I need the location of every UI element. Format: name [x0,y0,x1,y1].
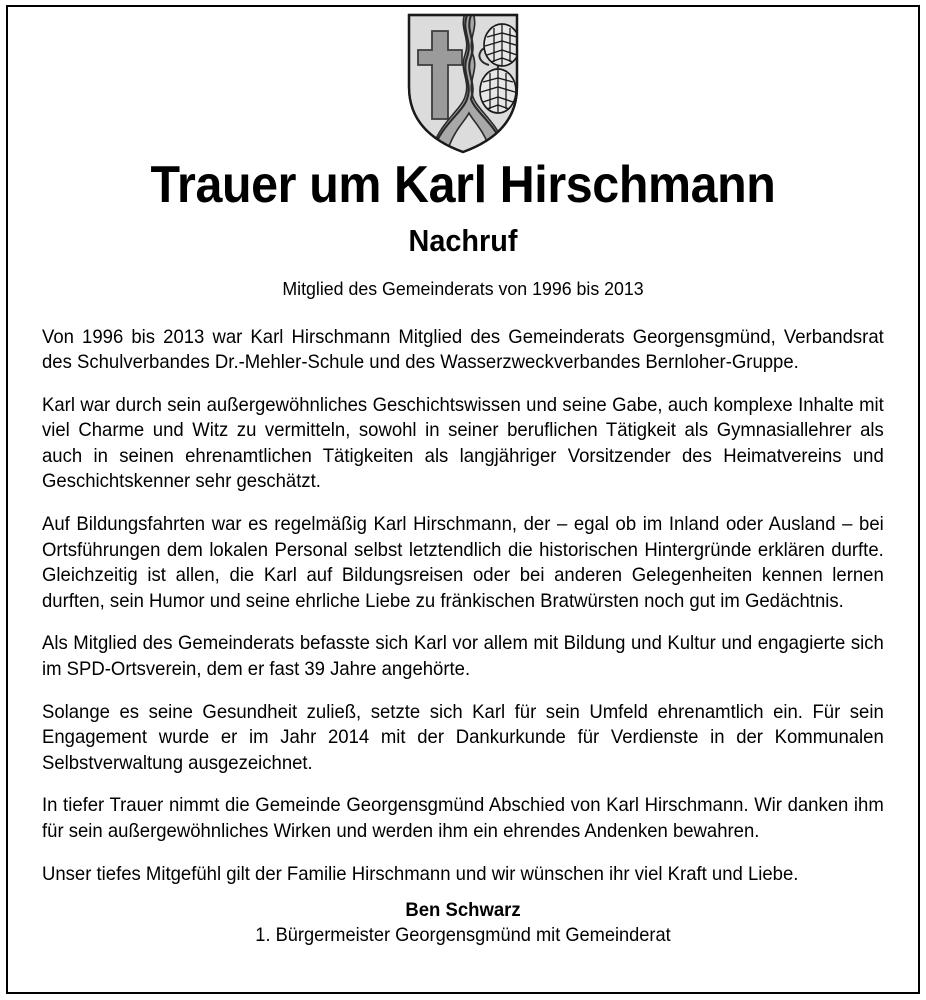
body-paragraph: Solange es seine Gesundheit zuließ, setzte sich Karl für sein Umfeld ehrenamtlich ein. Für sein Engagement wurde er im Jahr 2014 mit der Dankurkunde für Verdienste in der Kommunalen Selbstverwaltung ausgezeichnet. [42,701,884,774]
body-paragraph: Unser tiefes Mitgefühl gilt der Familie Hirschmann und wir wünschen ihr viel Kraft und Liebe. [42,863,799,885]
signer-role: 1. Bürgermeister Georgensgmünd mit Gemeinderat [255,924,671,946]
coat-of-arms-icon [403,9,523,157]
page-kicker: Mitglied des Gemeinderats von 1996 bis 2013 [282,278,644,299]
body-paragraph: Von 1996 bis 2013 war Karl Hirschmann Mitglied des Gemeinderats Georgensgmünd, Verbandsrat des Schulverbandes Dr.-Mehler-Schule und des Wasserzweckverbandes Bernloher-Gruppe. [42,326,884,374]
signer-name: Ben Schwarz [405,899,521,922]
page-title: Trauer um Karl Hirschmann [150,156,776,214]
notice-border-frame [6,5,920,994]
body-paragraph: Auf Bildungsfahrten war es regelmäßig Karl Hirschmann, der – egal ob im Inland oder Ausland – bei Ortsführungen dem lokalen Personal selbst letztendlich die historischen Hintergründe erklären durfte. Gleichzeitig ist allen, die Karl auf Bildungsreisen oder bei anderen Gelegenheiten kennen lernen durften, sein Humor und seine ehrliche Liebe zu fränkischen Bratwürsten noch gut im Gedächtnis. [42,514,884,612]
hop-cone-lower [480,69,516,113]
body-paragraph: In tiefer Trauer nimmt die Gemeinde Georgensgmünd Abschied von Karl Hirschmann. Wir danken ihm für sein außergewöhnliches Wirken und werden ihm ein ehrendes Andenken bewahren. [42,795,884,842]
signature-block [42,887,884,946]
body-paragraph: Karl war durch sein außergewöhnliches Geschichtswissen und seine Gabe, auch komplexe Inhalte mit viel Charme und Witz zu vermitteln, sowohl in seiner beruflichen Tätigkeit als Gymnasiallehrer als auch in seinen ehrenamtlichen Tätigkeiten als langjähriger Vorsitzender des Heimatvereins und Geschichtskenner sehr geschätzt. [42,394,884,493]
body-copy [8,299,918,947]
hop-cone-upper [484,24,520,66]
crest-container [8,7,918,159]
body-paragraph: Als Mitglied des Gemeinderats befasste sich Karl vor allem mit Bildung und Kultur und engagierte sich im SPD-Ortsverein, dem er fast 39 Jahre angehörte. [42,633,884,681]
page-subtitle: Nachruf [408,223,518,258]
